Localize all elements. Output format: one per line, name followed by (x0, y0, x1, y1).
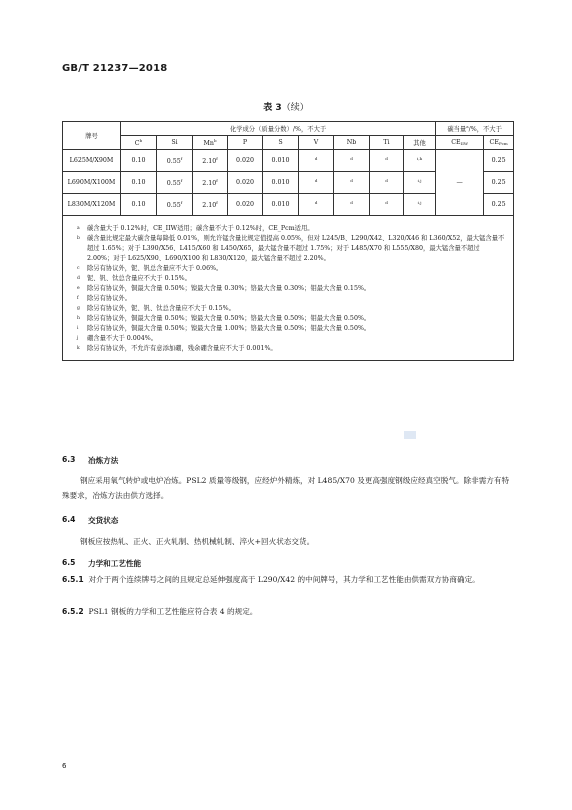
value-cell-mn (193, 150, 228, 172)
footnote-mark: d (77, 276, 80, 281)
value-text: 0.10 (131, 157, 146, 164)
column-header-label: CE (489, 139, 499, 146)
column-header (157, 136, 193, 150)
value-cell-v (299, 194, 334, 216)
value-cell-v (299, 172, 334, 194)
section-6-3-number: 6.3 (62, 455, 76, 464)
footnote (77, 274, 507, 284)
footnote-mark: j (77, 336, 79, 341)
value-text: 0.010 (271, 179, 290, 186)
section-6-5-1-number: 6.5.1 (62, 575, 84, 584)
footnote-text: 硼含量不大于 0.004%。 (87, 335, 158, 342)
value-cell-other (404, 172, 436, 194)
note-mark: d (314, 200, 318, 205)
column-header-label: Ti (383, 139, 390, 146)
section-6-5-1-text: 对介于两个连续牌号之间的且规定总延伸强度高于 L290/X42 的中间牌号，其力学和工艺性能由供需双方协商确定。 (88, 575, 480, 584)
value-cell-ti (370, 172, 404, 194)
value-cell-ti (370, 194, 404, 216)
footnote-mark: b (77, 236, 80, 241)
page-number: 6 (62, 762, 67, 770)
value-cell-p (228, 194, 263, 216)
footnote (77, 264, 507, 274)
cepcm-cell: 0.25 (484, 172, 514, 194)
footnote (77, 304, 507, 314)
grade-cell: L625M/X90M (63, 150, 121, 172)
note-mark: f (216, 156, 218, 161)
column-header-label: P (242, 139, 248, 146)
value-cell-ti (370, 150, 404, 172)
value-text: 0.020 (235, 157, 255, 164)
chem-group-header: 化学成分（质量分数）/%，不大于 (121, 122, 436, 136)
section-6-5-number: 6.5 (62, 558, 76, 567)
note-mark: f (180, 200, 183, 205)
table-caption (0, 100, 572, 113)
column-header-label: V (313, 139, 319, 146)
value-cell-mn (193, 194, 228, 216)
section-6-4-number: 6.4 (62, 515, 76, 524)
note-mark: d (385, 178, 388, 183)
column-header (436, 136, 484, 150)
footnotes (63, 216, 514, 361)
note-mark: d (385, 156, 388, 161)
value-text: 0.020 (235, 201, 255, 208)
value-cell-nb (334, 150, 370, 172)
table-cont: （续） (281, 103, 309, 113)
note-mark: d (350, 178, 353, 183)
value-cell-nb (334, 172, 370, 194)
section-6-5-2 (62, 604, 514, 619)
value-text: 0.010 (271, 201, 290, 208)
section-6-5-2-number: 6.5.2 (62, 607, 84, 616)
column-header-label: Nb (346, 139, 357, 146)
note-mark: d (314, 156, 318, 161)
chemical-composition-table (62, 121, 514, 361)
section-6-5-title: 力学和工艺性能 (88, 559, 142, 568)
column-header-label: 其他 (413, 140, 426, 147)
grade-cell: L830M/X120M (63, 194, 121, 216)
footnote-text: 除另有协议外，铜最大含量 0.50%；镍最大含量 1.00%；铬最大含量 0.50%；钼最大含量 0.50%。 (87, 325, 371, 332)
footnote (77, 284, 507, 294)
footnote (77, 344, 507, 354)
value-cell-si (157, 194, 193, 216)
section-6-4-text: 钢板应按热轧、正火、正火轧制、热机械轧制、淬火+回火状态交货。 (80, 537, 315, 546)
value-cell-c (121, 194, 157, 216)
section-6-5-1 (62, 572, 514, 587)
footnote-text: 铌、钒、钛总含量应不大于 0.15%。 (87, 275, 191, 282)
column-header-mark: Pcm (498, 141, 508, 146)
value-cell-nb (334, 194, 370, 216)
column-header (228, 136, 263, 150)
watermark-mark (404, 431, 416, 439)
grade-cell: L690M/X100M (63, 172, 121, 194)
footnote-text: 除另有协议外，铌、钒、钛总含量应不大于 0.15%。 (87, 305, 235, 312)
note-mark: i,j (417, 178, 422, 183)
ce-group-header: 碳当量$^a$/%，不大于 (436, 122, 514, 136)
footnote-text: 除另有协议外，铌、钒总含量应不大于 0.06%。 (87, 265, 223, 272)
value-text: 0.10 (131, 179, 146, 186)
value-text: 2.10 (202, 202, 217, 209)
section-6-3-text: 钢应采用氧气转炉或电炉冶炼。PSL2 质量等级钢，应经炉外精炼，对 L485/X70 及更高强度钢级应经真空脱气。除非需方有特殊要求，冶炼方法由供方选择。 (62, 476, 510, 500)
section-6-5-2-text: PSL1 钢板的力学和工艺性能应符合表 4 的规定。 (88, 607, 258, 616)
table-row (63, 150, 514, 172)
footnote-text: 碳含量比规定最大碳含量每降低 0.01%，则允许锰含量比规定值提高 0.05%，但对 L245/B、L290/X42、L320/X46 和 L360/X52，最大锰含量不超过 1.65%；对于 L390/X56、L415/X60 和 L450/X65，最大锰含量不超过 1.75%；对于 L485/X70 和 L555/X80，最大锰含量不超过 2.00%；对于 L625/X90、L690/X100 和 L830/X120，最大锰含量不超过 2.20%。 (87, 235, 505, 262)
column-header (370, 136, 404, 150)
column-header-label: C (134, 140, 140, 147)
value-text: 2.10 (202, 180, 217, 187)
value-cell-s (263, 194, 299, 216)
grade-header: 牌号 (63, 122, 121, 150)
value-text: 0.010 (271, 157, 290, 164)
column-header (299, 136, 334, 150)
footnote-mark: h (77, 316, 80, 321)
column-header-label: S (278, 139, 283, 146)
note-mark: f (180, 156, 183, 161)
column-header-mark: b (213, 138, 217, 143)
column-header (193, 136, 228, 150)
column-header (404, 136, 436, 150)
column-header-mark: b (139, 138, 143, 143)
cepcm-cell: 0.25 (484, 150, 514, 172)
value-text: 0.10 (131, 201, 146, 208)
footnote-text: 碳含量大于 0.12%时，CE_IIW适用；碳含量不大于 0.12%时，CE_Pcm适用。 (87, 225, 314, 232)
note-mark: i,j (417, 200, 422, 205)
footnote (77, 334, 507, 344)
footnote-text: 除另有协议外，铜最大含量 0.50%；镍最大含量 0.30%；铬最大含量 0.30%；钼最大含量 0.15%。 (87, 285, 371, 292)
value-cell-si (157, 150, 193, 172)
value-cell-v (299, 150, 334, 172)
footnote (77, 224, 507, 234)
ceiiw-cell: — (436, 150, 484, 216)
note-mark: f (216, 200, 218, 205)
value-cell-p (228, 150, 263, 172)
footnote-mark: c (77, 266, 80, 271)
column-header-label: CE (451, 139, 461, 146)
column-header (263, 136, 299, 150)
value-cell-s (263, 172, 299, 194)
value-cell-c (121, 150, 157, 172)
value-cell-c (121, 172, 157, 194)
column-header-row (63, 136, 514, 150)
footnote-mark: a (77, 226, 80, 231)
footnote (77, 234, 507, 264)
value-text: 0.55 (166, 202, 181, 209)
footnote (77, 314, 507, 324)
footnote (77, 324, 507, 334)
footnote-mark: g (77, 306, 80, 311)
note-mark: d (350, 156, 353, 161)
value-text: 0.020 (235, 179, 255, 186)
footnote-text: 除另有协议外，铜最大含量 0.50%；镍最大含量 0.50%；铬最大含量 0.50%；钼最大含量 0.50%。 (87, 315, 371, 322)
column-header-label: Si (171, 139, 178, 146)
cepcm-cell: 0.25 (484, 194, 514, 216)
column-header (121, 136, 157, 150)
note-mark: d (314, 178, 318, 183)
value-text: 0.55 (166, 180, 181, 187)
note-mark: f (216, 178, 218, 183)
section-6-3-title: 冶炼方法 (88, 456, 119, 465)
footnote-mark: e (77, 286, 80, 291)
note-mark: d (385, 200, 388, 205)
footnote-text: 除另有协议外。 (87, 295, 132, 302)
value-cell-s (263, 150, 299, 172)
value-text: 0.55 (166, 158, 181, 165)
footnote-mark: k (77, 346, 80, 351)
value-text: 2.10 (202, 158, 217, 165)
note-mark: i,k (417, 156, 423, 161)
column-header-label: Mn (203, 140, 214, 147)
value-cell-p (228, 172, 263, 194)
value-cell-mn (193, 172, 228, 194)
note-mark: d (350, 200, 353, 205)
value-cell-other (404, 194, 436, 216)
column-header (484, 136, 514, 150)
column-header-mark: IIW (460, 141, 468, 146)
note-mark: f (180, 178, 183, 183)
column-header (334, 136, 370, 150)
footnote-mark: i (77, 326, 79, 331)
footnote-mark: f (77, 296, 79, 301)
value-cell-other (404, 150, 436, 172)
footnote (77, 294, 507, 304)
standard-header: GB/T 21237—2018 (62, 63, 168, 74)
footnote-text: 除另有协议外，不允许有意添加硼，残余硼含量应不大于 0.001%。 (87, 345, 277, 352)
table-label: 表 3 (263, 103, 282, 113)
value-cell-si (157, 172, 193, 194)
section-6-4-title: 交货状态 (88, 516, 119, 525)
